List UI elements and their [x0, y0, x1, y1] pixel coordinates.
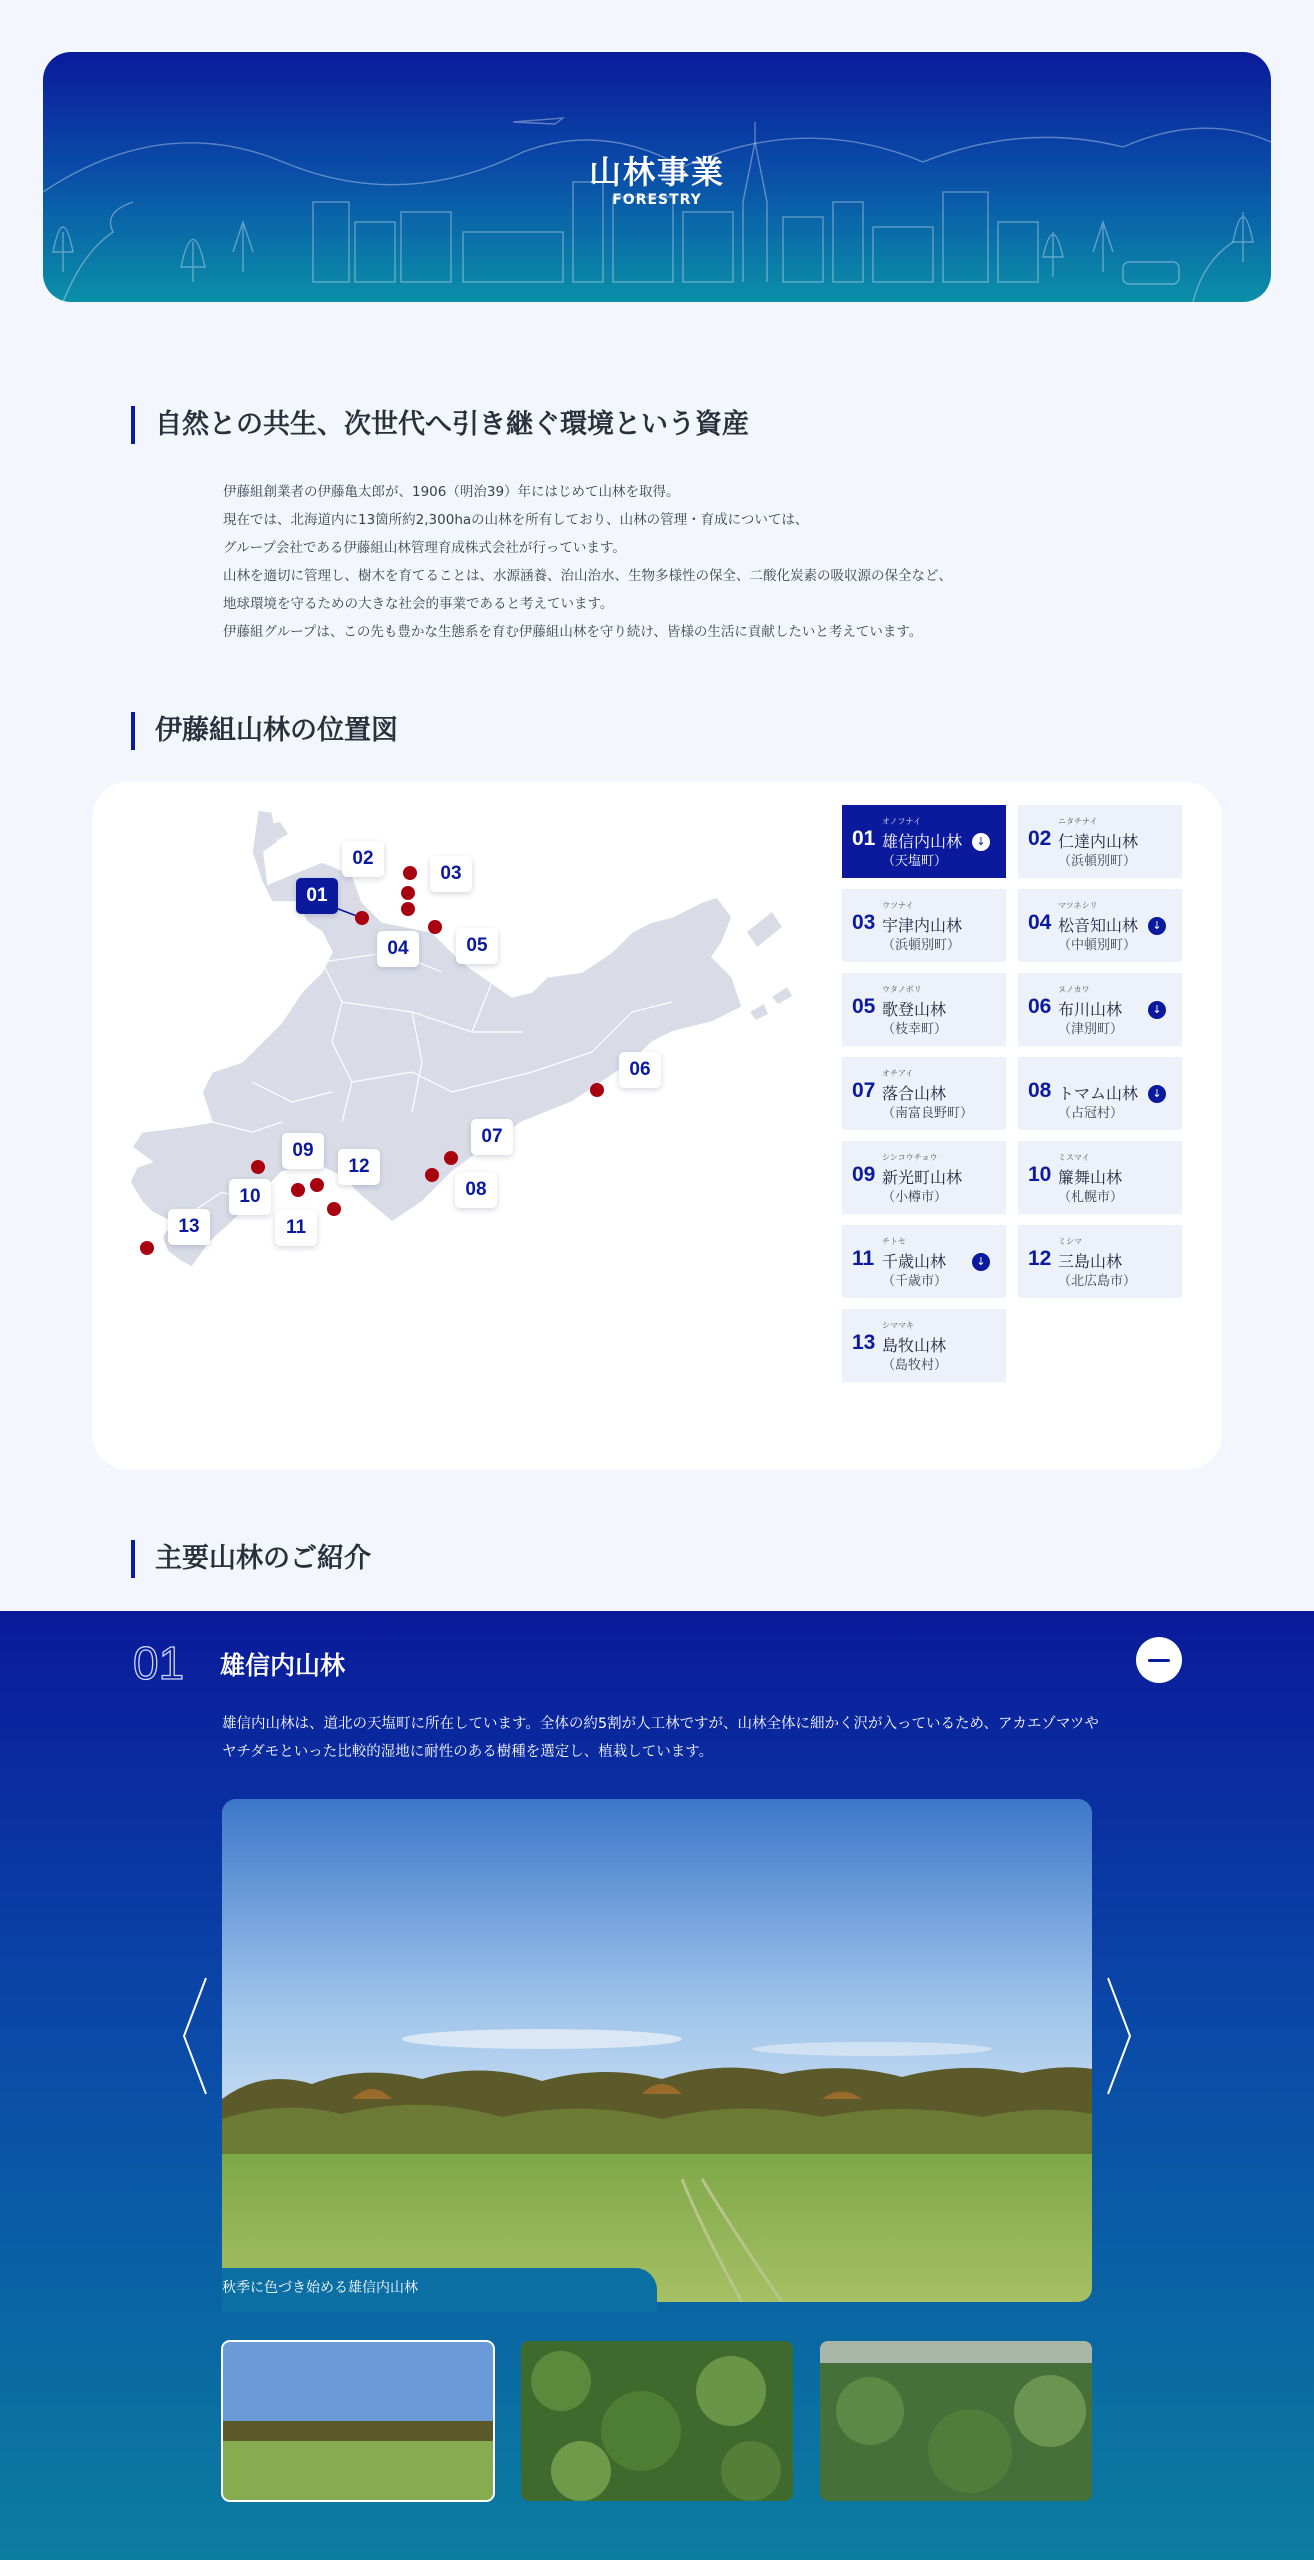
forest-town: （枝幸町）	[882, 1022, 948, 1037]
forest-name: 簾舞山林	[1058, 1168, 1123, 1187]
forest-name: 宇津内山林	[882, 916, 963, 935]
map-pin	[327, 1202, 341, 1216]
forest-town: （島牧村）	[882, 1358, 948, 1373]
forest-name: 千歳山林	[882, 1252, 947, 1271]
forest-ruby: シンコウチョウ	[882, 1153, 938, 1162]
down-arrow-icon: ↓	[1148, 1085, 1166, 1103]
forest-item-13[interactable]	[842, 1309, 1006, 1382]
forest-town: （北広島市）	[1058, 1274, 1137, 1289]
featured-description	[222, 1710, 1102, 1766]
pin-label-02[interactable]: 02	[342, 841, 384, 877]
forest-number: 11	[852, 1247, 875, 1270]
map-pin	[403, 866, 417, 880]
forest-ruby: シママキ	[882, 1321, 914, 1330]
map-pin	[140, 1241, 154, 1255]
forest-item-04[interactable]	[1018, 889, 1182, 962]
forest-number: 02	[1028, 827, 1052, 850]
forest-name: 島牧山林	[882, 1336, 947, 1355]
forest-name: 歌登山林	[882, 1000, 947, 1019]
pin-label-01[interactable]: 01	[296, 878, 338, 914]
map-pin	[310, 1178, 324, 1192]
forest-ruby: オノフナイ	[882, 817, 921, 826]
forest-town: （札幌市）	[1058, 1190, 1124, 1205]
forest-item-12[interactable]	[1018, 1225, 1182, 1298]
thumbnail-strip	[222, 2341, 1092, 2501]
thumbnail-3[interactable]	[820, 2341, 1092, 2501]
map-pin	[428, 920, 442, 934]
pin-label-06[interactable]: 06	[619, 1052, 661, 1088]
forest-ruby: ヌノカワ	[1058, 985, 1090, 994]
featured-title: 雄信内山林	[220, 1651, 346, 1680]
forest-number: 08	[1028, 1079, 1052, 1102]
forest-name: 新光町山林	[882, 1168, 963, 1187]
intro-line: 伊藤組創業者の伊藤亀太郎が、1906（明治39）年にはじめて山林を取得。	[223, 484, 680, 500]
forest-name: 仁達内山林	[1058, 832, 1139, 851]
map-pin	[590, 1083, 604, 1097]
forest-item-01[interactable]	[842, 805, 1006, 878]
forest-town: （津別町）	[1058, 1022, 1124, 1037]
forest-town: （小樽市）	[882, 1190, 948, 1205]
next-arrow-icon[interactable]	[1104, 1976, 1134, 2096]
forest-ruby: ウツナイ	[882, 901, 914, 910]
forest-number: 07	[852, 1079, 876, 1102]
intro-heading: 自然との共生、次世代へ引き継ぐ環境という資産	[131, 406, 749, 444]
forest-ruby: ニタチナイ	[1058, 817, 1098, 826]
desc-line: ヤチダモといった比較的湿地に耐性のある樹種を選定し、植栽しています。	[222, 1744, 714, 1760]
forest-number: 05	[852, 995, 876, 1018]
forest-number: 04	[1028, 911, 1052, 934]
forest-town: （南富良野町）	[882, 1106, 974, 1121]
map-pin	[291, 1183, 305, 1197]
featured-forest-panel	[0, 1611, 1314, 2560]
forest-ruby: ミシマ	[1058, 1237, 1082, 1246]
pin-label-09[interactable]: 09	[282, 1133, 324, 1169]
map-pin	[444, 1151, 458, 1165]
pin-label-12[interactable]: 12	[338, 1149, 380, 1185]
hero-banner	[43, 52, 1271, 302]
forest-ruby: オチアイ	[882, 1069, 914, 1078]
map-pin	[425, 1168, 439, 1182]
pin-label-13[interactable]: 13	[168, 1209, 210, 1245]
pin-label-04[interactable]: 04	[377, 931, 419, 967]
down-arrow-icon: ↓	[972, 833, 990, 851]
forest-town: （天塩町）	[882, 854, 948, 869]
intro-line: 現在では、北海道内に13箇所約2,300haの山林を所有しており、山林の管理・育成については、	[223, 512, 809, 528]
forest-item-10[interactable]	[1018, 1141, 1182, 1214]
forest-number: 01	[852, 827, 876, 850]
forest-ruby: チトセ	[882, 1237, 906, 1246]
forest-item-02[interactable]	[1018, 805, 1182, 878]
pin-label-11[interactable]: 11	[275, 1210, 317, 1246]
forest-number: 06	[1028, 995, 1052, 1018]
map-pin	[251, 1160, 265, 1174]
collapse-button[interactable]	[1136, 1637, 1182, 1683]
map-heading: 伊藤組山林の位置図	[131, 712, 398, 750]
map-pin	[355, 911, 369, 925]
forest-number: 03	[852, 911, 876, 934]
intro-line: 山林を適切に管理し、樹木を育てることは、水源涵養、治山治水、生物多様性の保全、二酸化炭素の吸収源の保全など、	[223, 568, 952, 584]
forest-item-09[interactable]	[842, 1141, 1006, 1214]
forest-town: （占冠村）	[1058, 1106, 1124, 1121]
thumbnail-2[interactable]	[521, 2341, 793, 2501]
pin-label-10[interactable]: 10	[229, 1179, 271, 1215]
intro-line: 地球環境を守るための大きな社会的事業であると考えています。	[223, 596, 614, 612]
forest-name: トマム山林	[1058, 1084, 1139, 1103]
intro-line: グループ会社である伊藤組山林管理育成株式会社が行っています。	[223, 540, 626, 556]
thumbnail-1[interactable]	[222, 2341, 494, 2501]
forest-item-08[interactable]	[1018, 1057, 1182, 1130]
forest-number: 09	[852, 1163, 876, 1186]
forest-name: 落合山林	[882, 1084, 947, 1103]
pin-label-08[interactable]: 08	[455, 1172, 497, 1208]
intro-text	[223, 478, 1043, 646]
forest-town: （浜頓別町）	[1058, 854, 1137, 869]
pin-label-05[interactable]: 05	[456, 928, 498, 964]
forest-number: 12	[1028, 1247, 1052, 1270]
forest-item-06[interactable]	[1018, 973, 1182, 1046]
forest-item-07[interactable]	[842, 1057, 1006, 1130]
forest-ruby: マツネシリ	[1058, 901, 1098, 910]
forest-name: 三島山林	[1058, 1252, 1123, 1271]
forest-item-05[interactable]	[842, 973, 1006, 1046]
forest-name: 布川山林	[1058, 1000, 1123, 1019]
map-pin	[401, 902, 415, 916]
featured-heading: 主要山林のご紹介	[131, 1540, 371, 1578]
forest-town: （千歳市）	[882, 1274, 948, 1289]
prev-arrow-icon[interactable]	[180, 1976, 210, 2096]
forest-number: 13	[852, 1331, 876, 1354]
forest-list	[842, 805, 1182, 1382]
map-pin	[401, 886, 415, 900]
featured-number: 01	[133, 1637, 185, 1689]
forest-town: （浜頓別町）	[882, 938, 961, 953]
intro-line: 伊藤組グループは、この先も豊かな生態系を育む伊藤組山林を守り続け、皆様の生活に貢献したいと考えています。	[223, 624, 923, 640]
forest-ruby: ウタノボリ	[882, 985, 922, 994]
page-subtitle: FORESTRY	[612, 192, 702, 208]
down-arrow-icon: ↓	[972, 1253, 990, 1271]
forest-number: 10	[1028, 1163, 1052, 1186]
down-arrow-icon: ↓	[1148, 917, 1166, 935]
forest-item-03[interactable]	[842, 889, 1006, 962]
forest-name: 雄信内山林	[882, 832, 963, 851]
forest-ruby: ミスマイ	[1058, 1153, 1090, 1162]
photo-caption: 秋季に色づき始める雄信内山林	[222, 2268, 657, 2312]
forest-name: 松音知山林	[1058, 916, 1139, 935]
forest-item-11[interactable]	[842, 1225, 1006, 1298]
main-photo	[222, 1799, 1092, 2302]
forest-town: （中頓別町）	[1058, 938, 1137, 953]
pin-label-07[interactable]: 07	[471, 1119, 513, 1155]
page-title: 山林事業	[588, 153, 725, 191]
pin-label-03[interactable]: 03	[430, 856, 472, 892]
location-map-card	[92, 782, 1222, 1470]
desc-line: 雄信内山林は、道北の天塩町に所在しています。全体の約5割が人工林ですが、山林全体に細かく沢が入っているため、アカエゾマツや	[222, 1716, 1099, 1732]
down-arrow-icon: ↓	[1148, 1001, 1166, 1019]
